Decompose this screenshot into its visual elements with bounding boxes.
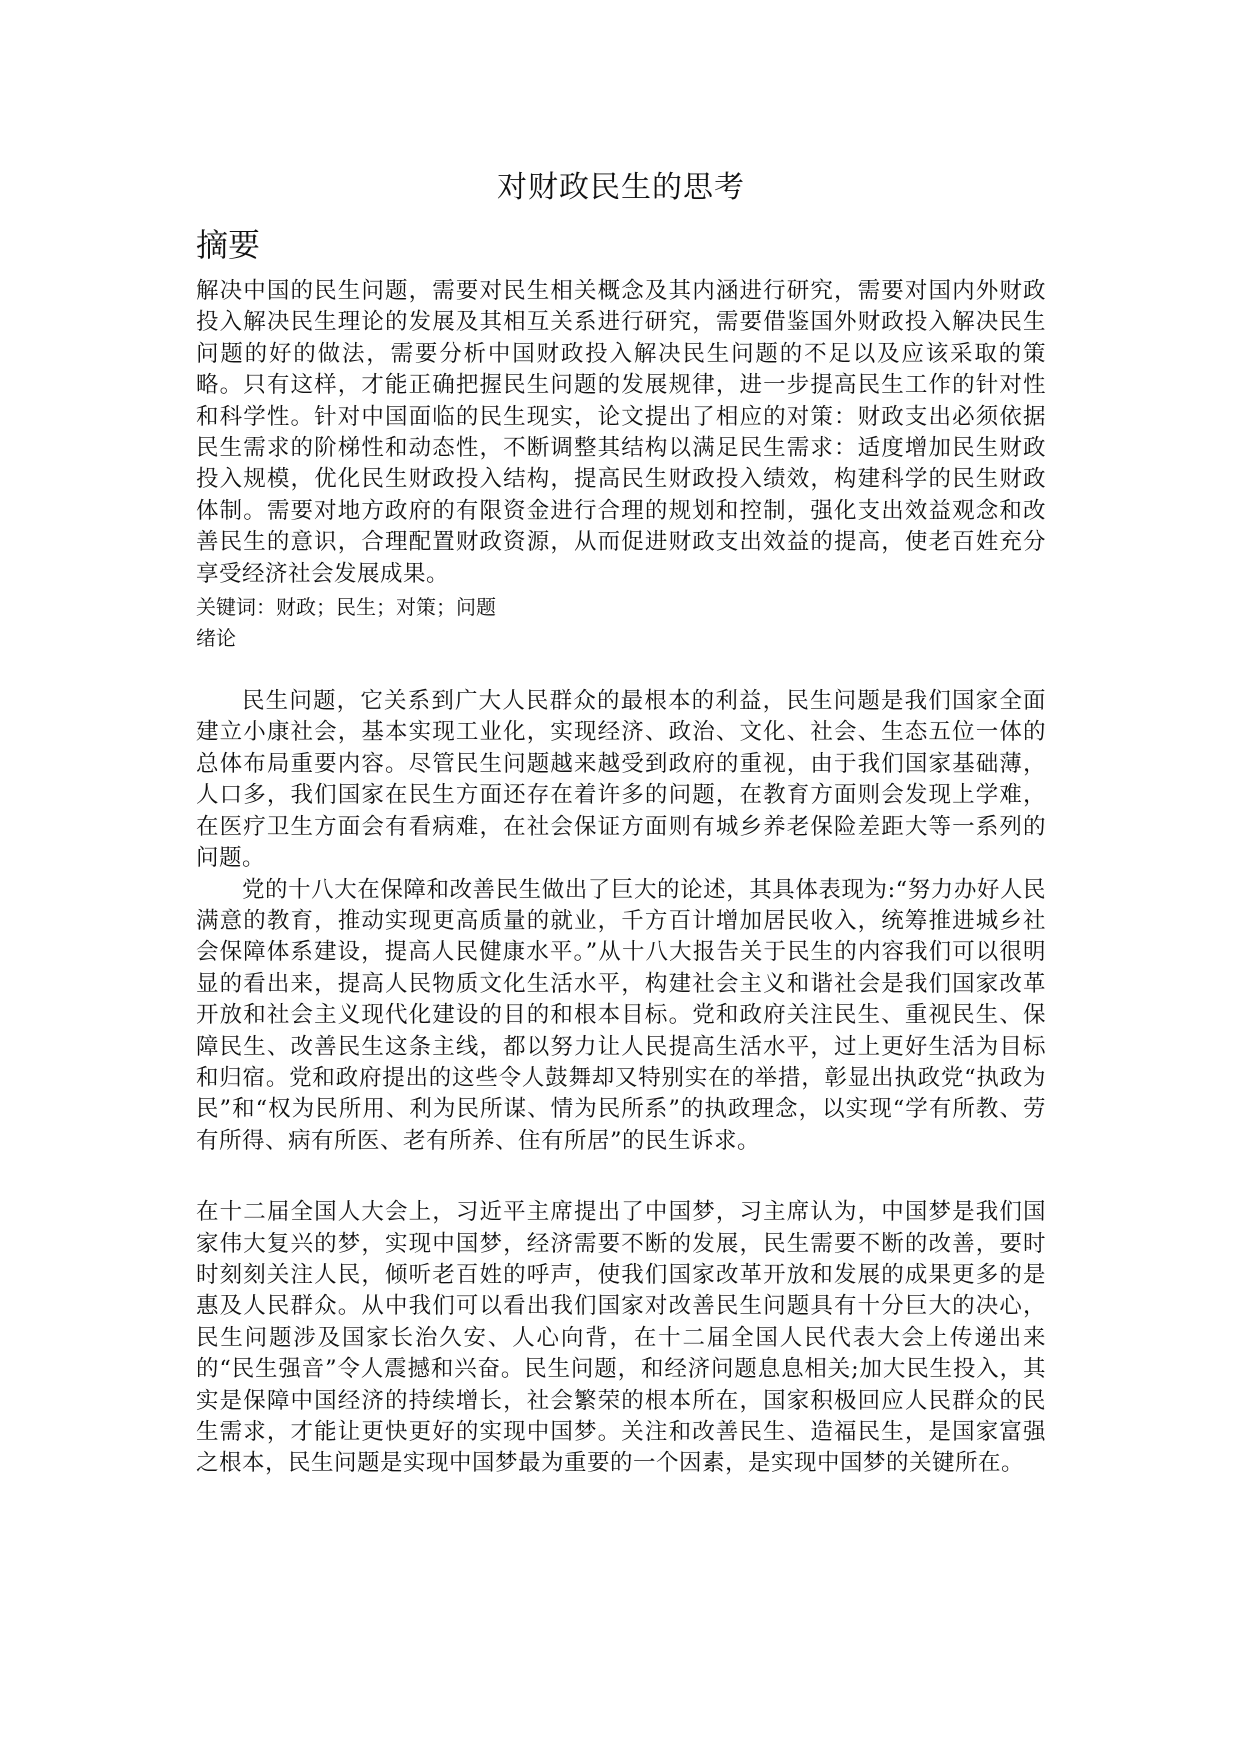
abstract-body: 解决中国的民生问题，需要对民生相关概念及其内涵进行研究，需要对国内外财政投入解决民生理论的发展及其相互关系进行研究，需要借鉴国外财政投入解决民生问题的好的做法，需要分析中国财政投入解决民生问题的不足以及应该采取的策略。只有这样，才能正确把握民生问题的发展规律，进一步提高民生工作的针对性和科学性。针对中国面临的民生现实，论文提出了相应的对策：财政支出必须依据民生需求的阶梯性和动态性，不断调整其结构以满足民生需求：适度增加民生财政投入规模，优化民生财政投入结构，提高民生财政投入绩效，构建科学的民生财政体制。需要对地方政府的有限资金进行合理的规划和控制，强化支出效益观念和改善民生的意识，合理配置财政资源，从而促进财政支出效益的提高，使老百姓充分享受经济社会发展成果。 (196, 278, 1046, 587)
document-title: 对财政民生的思考 (497, 170, 745, 205)
keywords-line: 关键词：财政；民生；对策；问题 (196, 595, 496, 620)
document-content (196, 168, 1046, 1480)
introduction-heading: 绪论 (196, 626, 236, 651)
abstract-heading: 摘要 (196, 226, 261, 264)
body-paragraph-3: 在十二届全国人大会上，习近平主席提出了中国梦，习主席认为，中国梦是我们国家伟大复兴的梦，实现中国梦，经济需要不断的发展，民生需要不断的改善，要时时刻刻关注人民，倾听老百姓的呼声，使我们国家改革开放和发展的成果更多的是惠及人民群众。从中我们可以看出我们国家对改善民生问题具有十分巨大的决心，民生问题涉及国家长治久安、人心向背，在十二届全国人民代表大会上传递出来的“民生强音”令人震撼和兴奋。民生问题，和经济问题息息相关;加大民生投入，其实是保障中国经济的持续增长，社会繁荣的根本所在，国家积极回应人民群众的民生需求，才能让更快更好的实现中国梦。关注和改善民生、造福民生，是国家富强之根本，民生问题是实现中国梦最为重要的一个因素，是实现中国梦的关键所在。 (196, 1199, 1046, 1477)
body-paragraph-1: 民生问题，它关系到广大人民群众的最根本的利益，民生问题是我们国家全面建立小康社会，基本实现工业化，实现经济、政治、文化、社会、生态五位一体的总体布局重要内容。尽管民生问题越来越受到政府的重视，由于我们国家基础薄，人口多，我们国家在民生方面还存在着许多的问题，在教育方面则会发现上学难，在医疗卫生方面会有看病难，在社会保证方面则有城乡养老保险差距大等一系列的问题。 (196, 688, 1046, 872)
body-paragraph-2: 党的十八大在保障和改善民生做出了巨大的论述，其具体表现为:“努力办好人民满意的教育，推动实现更高质量的就业，千方百计增加居民收入，统筹推进城乡社会保障体系建设，提高人民健康水平。”从十八大报告关于民生的内容我们可以很明显的看出来，提高人民物质文化生活水平，构建社会主义和谐社会是我们国家改革开放和社会主义现代化建设的目的和根本目标。党和政府关注民生、重视民生、保障民生、改善民生这条主线，都以努力让人民提高生活水平，过上更好生活为目标和归宿。党和政府提出的这些令人鼓舞却又特别实在的举措，彰显出执政党“执政为民”和“权为民所用、利为民所谋、情为民所系”的执政理念，以实现“学有所教、劳有所得、病有所医、老有所养、住有所居”的民生诉求。 (196, 876, 1046, 1154)
